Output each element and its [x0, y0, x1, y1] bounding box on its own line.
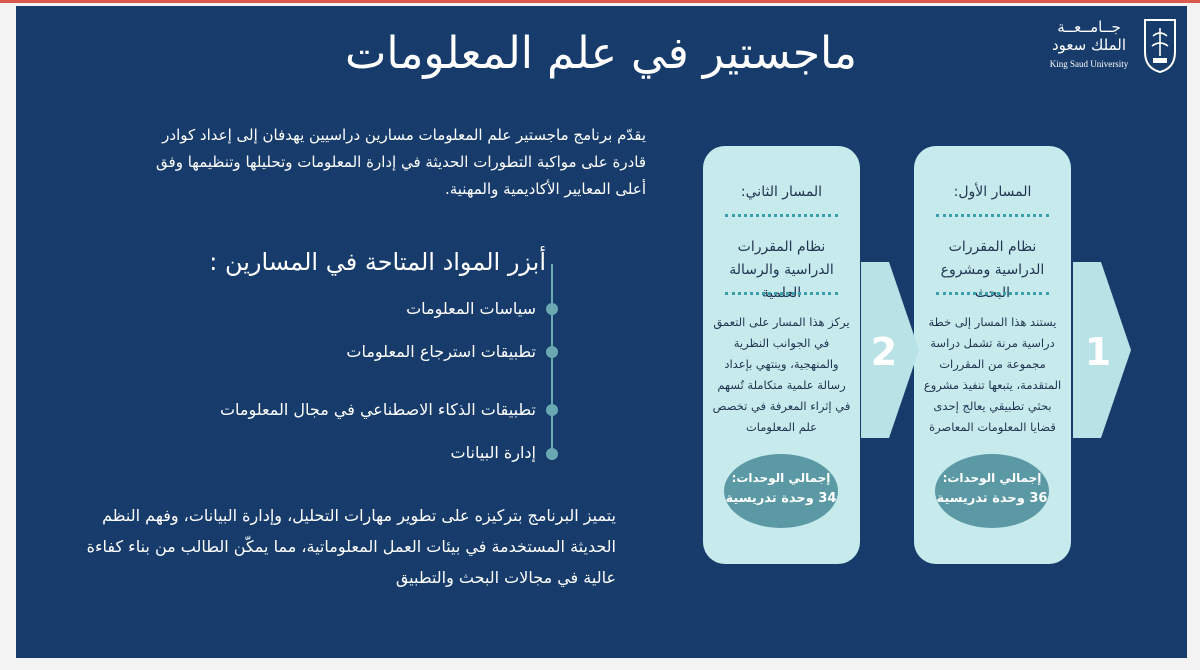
intro-paragraph: يقدّم برنامج ماجستير علم المعلومات مسارين دراسيين يهدفان إلى إعداد كوادر قادرة على مواكبة التطورات الحديثة في إدارة المعلومات وتحليلها وتنظيمها وفق أعلى المعايير الأكاديمية والمهنية.: [156, 126, 646, 198]
subject-item: إدارة البيانات: [450, 443, 536, 462]
track-number-1: 1: [1084, 330, 1112, 374]
logo-english-name: King Saud University: [1049, 59, 1129, 69]
ksu-emblem-icon: [1143, 16, 1177, 74]
logo-arabic-line2: الملك سعود: [1051, 36, 1127, 54]
track-heading: المسار الأول:: [953, 184, 1032, 200]
total-units-badge: [935, 454, 1049, 528]
track-card-2: [703, 146, 860, 564]
university-logo: [1037, 14, 1177, 78]
outro-paragraph: يتميز البرنامج بتركيزه على تطوير مهارات التحليل، وإدارة البيانات، وفهم النظم الحديثة المستخدمة في بيئات العمل المعلوماتية، مما يمكّن الطالب من بناء كفاءة عالية في مجالات البحث والتطبيق: [86, 506, 616, 587]
dotted-divider: [725, 214, 838, 217]
timeline-dot: [546, 448, 558, 460]
track-heading: المسار الثاني:: [740, 184, 823, 200]
timeline-dot: [546, 346, 558, 358]
dotted-divider: [936, 292, 1049, 295]
track-name: نظام المقررات الدراسية ومشروع البحث: [940, 239, 1045, 301]
top-accent-line: [0, 0, 1200, 3]
track-description: يستند هذا المسار إلى خطة دراسية مرنة تشمل دراسة مجموعة من المقررات المتقدمة، يتبعها تنفيذ مشروع بحثي تطبيقي يعالج إحدى قضايا المعلومات المعاصرة: [923, 315, 1062, 434]
logo-arabic-line1: جــامــعــة: [1057, 18, 1121, 36]
total-units-badge: [724, 454, 838, 528]
track-name: نظام المقررات الدراسية والرسالة العلمية: [729, 239, 834, 301]
dotted-divider: [725, 292, 838, 295]
page-title: ماجستير في علم المعلومات: [344, 28, 857, 79]
units-label: إجمالي الوحدات:: [731, 471, 831, 485]
units-label: إجمالي الوحدات:: [942, 471, 1042, 485]
subject-item: تطبيقات استرجاع المعلومات: [346, 342, 536, 361]
subjects-heading: أبزر المواد المتاحة في المسارين :: [209, 248, 546, 276]
subject-item: سياسات المعلومات: [406, 299, 536, 318]
timeline-dot: [546, 404, 558, 416]
slide: [16, 6, 1187, 658]
dotted-divider: [936, 214, 1049, 217]
units-value: 36 وحدة تدريسية: [936, 491, 1048, 506]
track-description: يركز هذا المسار على التعمق في الجوانب النظرية والمنهجية، وينتهي بإعداد رسالة علمية متكاملة تُسهم في إثراء المعرفة في تخصص علم المعلومات: [712, 315, 851, 434]
units-value: 34 وحدة تدريسية: [725, 491, 837, 506]
track-number-2: 2: [870, 330, 898, 374]
timeline-line: [551, 264, 553, 460]
timeline-dot: [546, 303, 558, 315]
subject-item: تطبيقات الذكاء الاصطناعي في مجال المعلومات: [219, 400, 536, 419]
track-card-1: [914, 146, 1071, 564]
